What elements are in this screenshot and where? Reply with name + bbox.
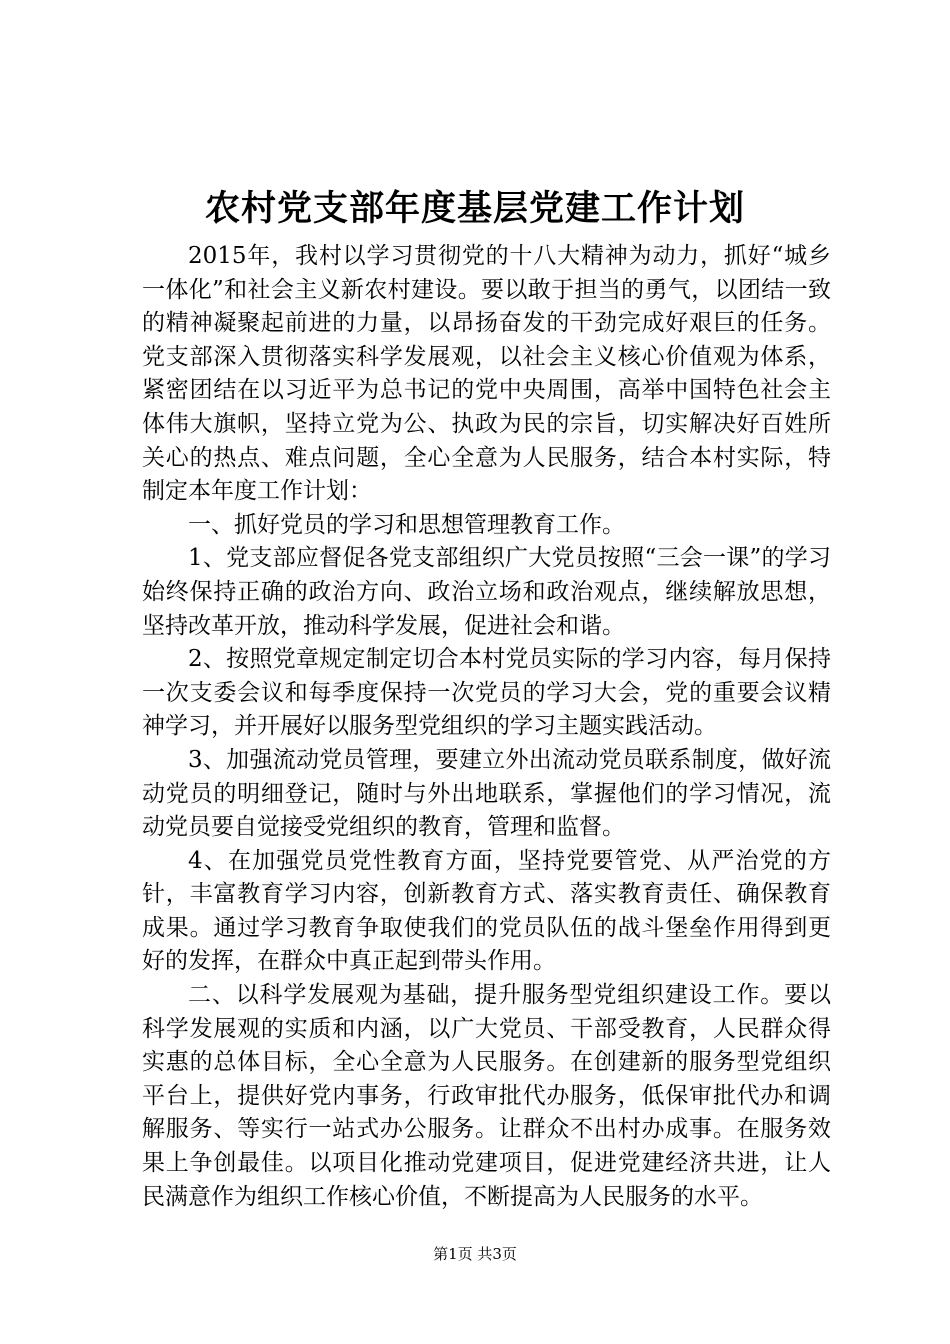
paragraph-intro: 2015年，我村以学习贯彻党的十八大精神为动力，抓好“城乡一体化”和社会主义新农村建设。要以敢于担当的勇气，以团结一致的精神凝聚起前进的力量，以昂扬奋发的干劲完成好艰巨的任务。党支部深入贯彻落实科学发展观，以社会主义核心价值观为体系，紧密团结在以习近平为总书记的党中央周围，高举中国特色社会主体伟大旗帜，坚持立党为公、执政为民的宗旨，切实解决好百姓所关心的热点、难点问题，全心全意为人民服务，结合本村实际，特制定本年度工作计划： [142, 243, 831, 505]
page-number-footer: 第1页 共3页 [433, 1245, 517, 1263]
paragraph-item-4: 4、在加强党员党性教育方面，坚持党要管党、从严治党的方针，丰富教育学习内容，创新教育方式、落实教育责任、确保教育成果。通过学习教育争取使我们的党员队伍的战斗堡垒作用得到更好的发挥，在群众中真正起到带头作用。 [142, 847, 831, 975]
section-heading-1: 一、抓好党员的学习和思想管理教育工作。 [188, 511, 625, 538]
paragraph-item-3: 3、加强流动党员管理，要建立外出流动党员联系制度，做好流动党员的明细登记，随时与外出地联系，掌握他们的学习情况，流动党员要自觉接受党组织的教育，管理和监督。 [142, 746, 831, 841]
paragraph-item-1: 1、党支部应督促各党支部组织广大党员按照“三会一课”的学习始终保持正确的政治方向、政治立场和政治观点，继续解放思想，坚持改革开放，推动科学发展，促进社会和谐。 [142, 545, 831, 639]
section-heading-2: 二、以科学发展观为基础，提升服务型党组织建设工作。要以科学发展观的实质和内涵，以广大党员、干部受教育，人民群众得实惠的总体目标，全心全意为人民服务。在创建新的服务型党组织平台上，提供好党内事务，行政审批代办服务，低保审批代办和调解服务、等实行一站式办公服务。让群众不出村办成事。在服务效果上争创最佳。以项目化推动党建项目，促进党建经济共进，让人民满意作为组织工作核心价值，不断提高为人民服务的水平。 [142, 982, 831, 1210]
document-title: 农村党支部年度基层党建工作计划 [204, 189, 745, 229]
paragraph-item-2: 2、按照党章规定制定切合本村党员实际的学习内容，每月保持一次支委会议和每季度保持一次党员的学习大会，党的重要会议精神学习，并开展好以服务型党组织的学习主题实践活动。 [142, 646, 831, 740]
document-body [142, 240, 831, 1214]
